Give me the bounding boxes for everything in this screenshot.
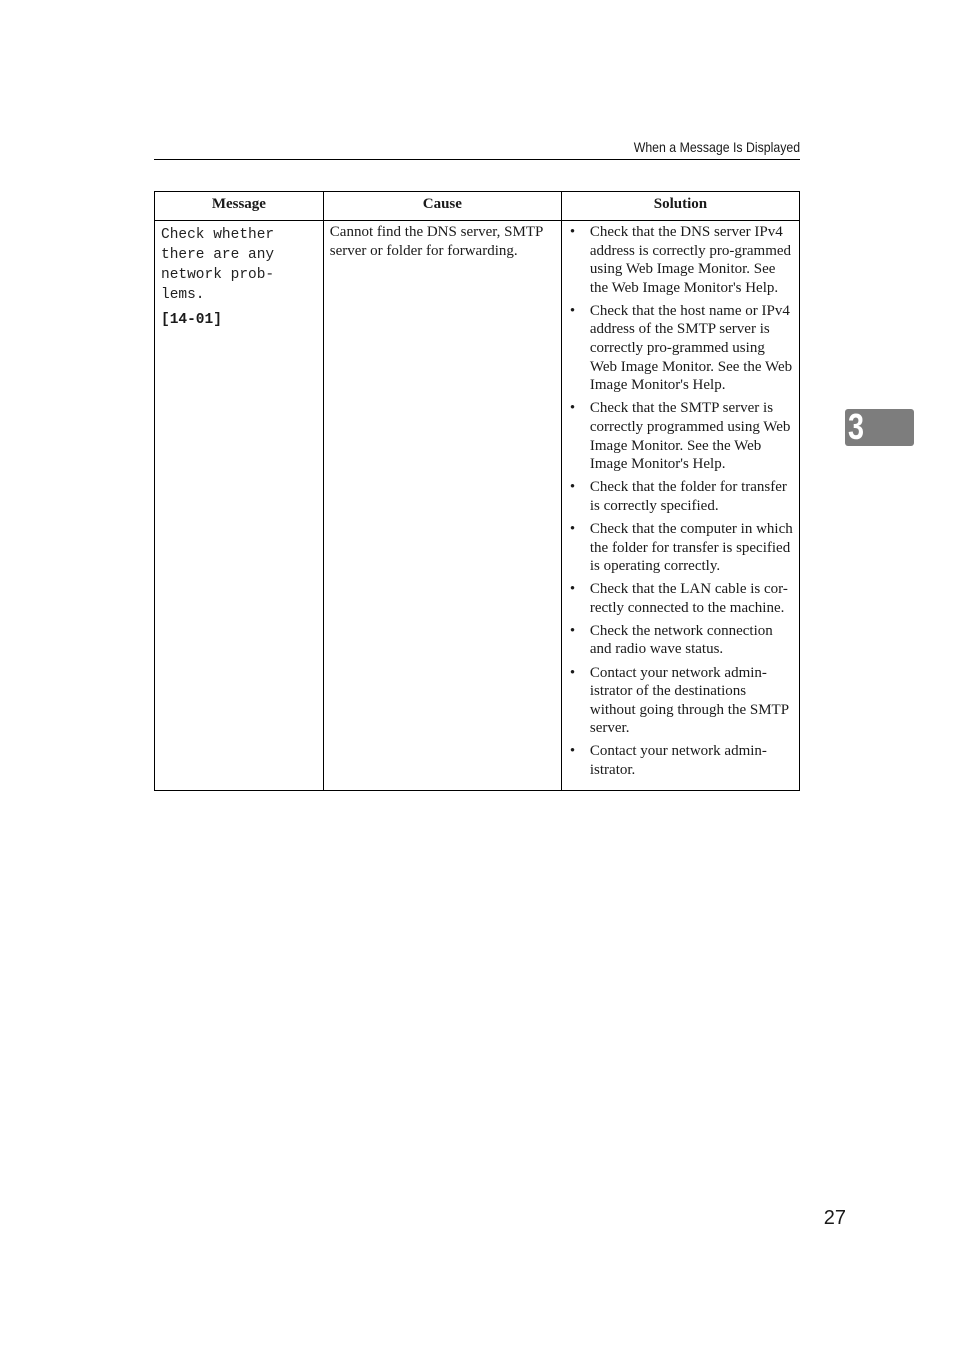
solution-item	[568, 223, 793, 297]
solution-item	[568, 742, 793, 779]
solution-cell	[561, 221, 799, 791]
message-table	[154, 191, 800, 791]
bullet-icon: •	[569, 400, 576, 417]
bullet-icon: •	[569, 581, 576, 598]
bullet-icon: •	[569, 743, 576, 760]
solution-text: Check that the folder for transfer is correctly specified.	[589, 479, 787, 514]
message-code: [14-01]	[161, 312, 222, 328]
bullet-icon: •	[569, 622, 576, 639]
solution-text: Check that the LAN cable is cor-rectly connected to the machine.	[589, 581, 788, 616]
solution-text: Contact your network admin-istrator of the destinations without going through the SMTP server.	[589, 664, 789, 737]
solution-item	[568, 520, 793, 576]
chapter-number: 3	[848, 406, 865, 447]
column-header-solution: Solution	[561, 192, 799, 221]
cause-cell: Cannot find the DNS server, SMTP server or folder for forwarding.	[323, 221, 561, 791]
running-header	[154, 138, 800, 160]
table-header-row	[155, 192, 800, 221]
solution-list	[568, 223, 793, 780]
column-header-message: Message	[155, 192, 324, 221]
table-row	[155, 221, 800, 791]
solution-item	[568, 399, 793, 473]
solution-item	[568, 580, 793, 617]
solution-text: Check that the computer in which the folder for transfer is specified is operating correctly.	[589, 520, 793, 575]
solution-item	[568, 478, 793, 515]
bullet-icon: •	[569, 479, 576, 496]
solution-text: Check that the DNS server IPv4 address is correctly pro-grammed using Web Image Monitor. See the Web Image Monitor's Help.	[589, 224, 792, 296]
solution-text: Check that the SMTP server is correctly programmed using Web Image Monitor. See the Web Image Monitor's Help.	[589, 400, 791, 473]
solution-text: Check the network connection and radio wave status.	[589, 622, 773, 658]
running-header-title: When a Message Is Displayed	[633, 139, 800, 155]
solution-item	[568, 622, 793, 659]
message-text: Check whether there are any network prob- lems.	[161, 227, 275, 303]
bullet-icon: •	[569, 664, 576, 681]
message-cell	[155, 221, 324, 791]
solution-item	[568, 302, 793, 395]
column-header-cause: Cause	[323, 192, 561, 221]
chapter-tab	[845, 406, 914, 447]
page-number: 27	[823, 1207, 846, 1229]
bullet-icon: •	[569, 520, 576, 537]
bullet-icon: •	[569, 302, 576, 319]
bullet-icon: •	[569, 224, 576, 240]
solution-text: Check that the host name or IPv4 address of the SMTP server is correctly pro-grammed using Web Image Monitor. See the Web Image Monitor's Help.	[589, 302, 793, 394]
solution-text: Contact your network admin-istrator.	[589, 743, 767, 779]
solution-item	[568, 664, 793, 738]
